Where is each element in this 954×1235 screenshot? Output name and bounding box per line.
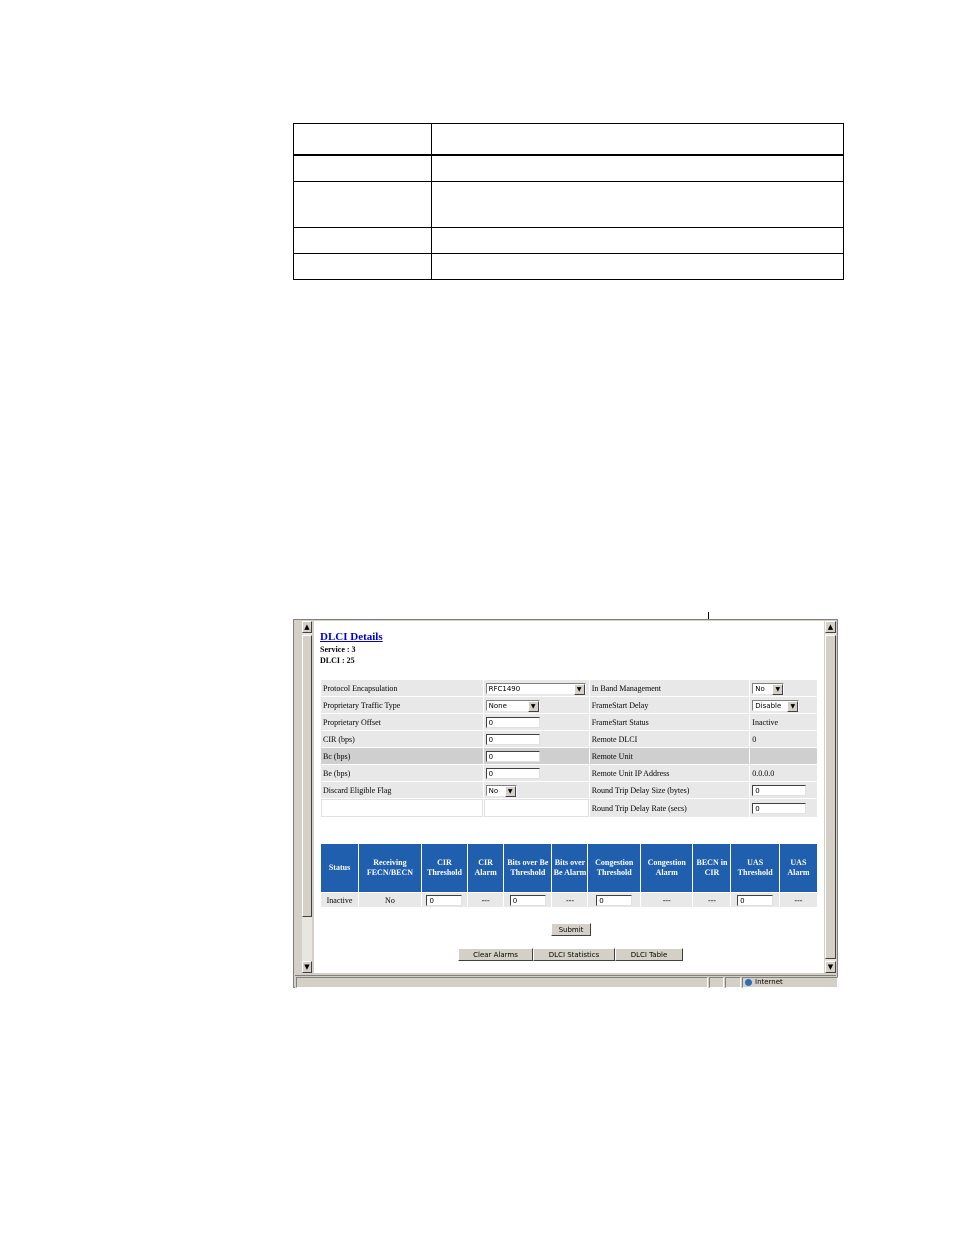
status-pane [725, 977, 741, 988]
doc-table-row [294, 155, 844, 181]
zone-label: Internet [755, 978, 783, 986]
submit-button[interactable]: Submit [551, 923, 591, 936]
cir-label: CIR (bps) [321, 731, 483, 747]
dropdown-arrow-icon: ▼ [505, 786, 516, 797]
status-value: Inactive [321, 893, 358, 907]
cir-threshold-input[interactable]: 0 [426, 895, 462, 906]
dropdown-arrow-icon: ▼ [528, 701, 539, 712]
config-row [321, 748, 817, 764]
doc-table-row [294, 181, 844, 227]
remote-unit-label: Remote Unit [590, 748, 750, 764]
rtd-size-input[interactable]: 0 [752, 785, 806, 796]
col-becn-in-cir: BECN in CIR [693, 844, 730, 892]
proprietary-traffic-type-label: Proprietary Traffic Type [321, 697, 483, 713]
col-uas-alarm: UAS Alarm [780, 844, 817, 892]
clear-alarms-button[interactable]: Clear Alarms [458, 948, 533, 961]
proprietary-offset-input[interactable]: 0 [486, 717, 540, 728]
rtd-rate-input[interactable]: 0 [752, 803, 806, 814]
receiving-fecn-becn-value: No [359, 893, 421, 907]
config-row [321, 714, 817, 730]
doc-table-header-row [294, 124, 844, 156]
be-input[interactable]: 0 [486, 768, 540, 779]
service-label: Service : 3 [320, 645, 356, 654]
internet-zone-icon [745, 979, 752, 986]
scroll-down-icon[interactable]: ▼ [302, 961, 312, 973]
remote-unit-ip-value: 0.0.0.0 [750, 765, 817, 781]
in-band-management-select[interactable]: No ▼ [752, 683, 784, 694]
browser-window [293, 619, 838, 988]
doc-table-row [294, 227, 844, 253]
in-band-management-label: In Band Management [590, 680, 750, 696]
bc-label: Bc (bps) [321, 748, 483, 764]
doc-table-row [294, 253, 844, 279]
framestart-status-label: FrameStart Status [590, 714, 750, 730]
config-row [321, 765, 817, 781]
bits-over-be-alarm-value: --- [552, 893, 587, 907]
col-congestion-alarm: Congestion Alarm [641, 844, 692, 892]
status-message-pane [296, 977, 708, 988]
framestart-status-value: Inactive [750, 714, 817, 730]
right-scrollbar[interactable] [825, 621, 836, 973]
config-row [321, 680, 817, 696]
scroll-up-icon[interactable]: ▲ [302, 621, 312, 633]
page-title[interactable]: DLCI Details [320, 631, 383, 643]
right-scroll-thumb[interactable] [825, 635, 836, 959]
left-scroll-thumb[interactable] [302, 635, 312, 917]
alarm-table [320, 843, 818, 908]
discard-eligible-label: Discard Eligible Flag [321, 782, 483, 798]
dropdown-arrow-icon: ▼ [574, 684, 585, 695]
protocol-encapsulation-select[interactable]: RFC1490 ▼ [486, 683, 586, 694]
be-label: Be (bps) [321, 765, 483, 781]
remote-unit-ip-label: Remote Unit IP Address [590, 765, 750, 781]
rtd-size-label: Round Trip Delay Size (bytes) [590, 782, 750, 798]
dropdown-arrow-icon: ▼ [772, 684, 783, 695]
alarm-data-row [321, 893, 817, 907]
security-zone-pane [742, 977, 838, 988]
status-pane [709, 977, 724, 988]
becn-in-cir-value: --- [693, 893, 730, 907]
col-congestion-threshold: Congestion Threshold [588, 844, 639, 892]
empty-value [484, 799, 589, 817]
doc-table [293, 123, 844, 280]
remote-unit-value [750, 748, 817, 764]
alarm-header-row [321, 844, 817, 892]
config-row [321, 731, 817, 747]
col-uas-threshold: UAS Threshold [731, 844, 778, 892]
left-scrollbar[interactable] [302, 621, 312, 973]
bc-input[interactable]: 0 [486, 751, 540, 762]
config-row [321, 799, 817, 817]
congestion-threshold-input[interactable]: 0 [596, 895, 632, 906]
config-row [321, 782, 817, 798]
framestart-delay-select[interactable]: Disable ▼ [752, 700, 799, 711]
col-cir-threshold: CIR Threshold [422, 844, 467, 892]
config-row [321, 697, 817, 713]
empty-label [321, 799, 483, 817]
remote-dlci-label: Remote DLCI [590, 731, 750, 747]
proprietary-traffic-type-select[interactable]: None ▼ [486, 700, 540, 711]
page-content [314, 621, 824, 973]
remote-dlci-value: 0 [750, 731, 817, 747]
col-cir-alarm: CIR Alarm [468, 844, 503, 892]
dlci-statistics-button[interactable]: DLCI Statistics [533, 948, 615, 961]
col-bits-over-be-alarm: Bits over Be Alarm [552, 844, 587, 892]
cir-alarm-value: --- [468, 893, 503, 907]
dropdown-arrow-icon: ▼ [787, 701, 798, 712]
bits-over-be-threshold-input[interactable]: 0 [510, 895, 546, 906]
scroll-up-icon[interactable]: ▲ [825, 621, 836, 633]
dlci-label: DLCI : 25 [320, 656, 355, 665]
scroll-down-icon[interactable]: ▼ [825, 961, 836, 973]
uas-threshold-input[interactable]: 0 [737, 895, 773, 906]
discard-eligible-select[interactable]: No ▼ [486, 785, 517, 796]
rtd-rate-label: Round Trip Delay Rate (secs) [590, 799, 750, 817]
col-status: Status [321, 844, 358, 892]
cir-input[interactable]: 0 [486, 734, 540, 745]
proprietary-offset-label: Proprietary Offset [321, 714, 483, 730]
congestion-alarm-value: --- [641, 893, 692, 907]
protocol-encapsulation-label: Protocol Encapsulation [321, 680, 483, 696]
dlci-config-table [320, 679, 818, 818]
col-receiving-fecn-becn: Receiving FECN/BECN [359, 844, 421, 892]
uas-alarm-value: --- [780, 893, 817, 907]
dlci-table-button[interactable]: DLCI Table [615, 948, 683, 961]
col-bits-over-be-threshold: Bits over Be Threshold [504, 844, 551, 892]
framestart-delay-label: FrameStart Delay [590, 697, 750, 713]
status-bar [295, 975, 836, 988]
